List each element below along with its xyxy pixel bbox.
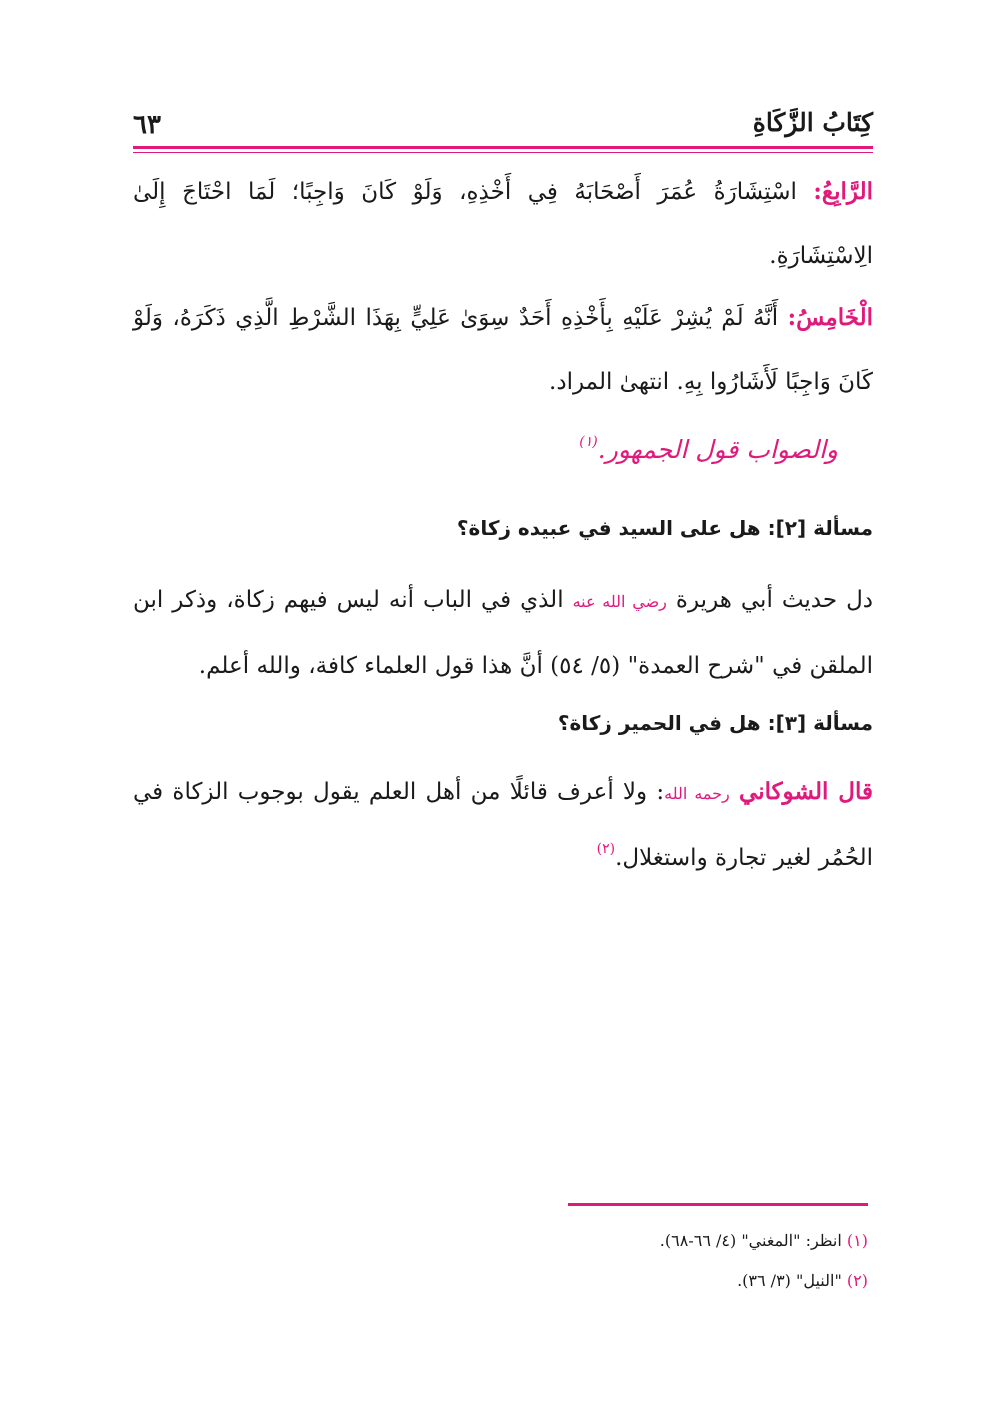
header-rule-thin bbox=[133, 152, 873, 153]
answer-paragraph-3 bbox=[133, 760, 873, 890]
paragraph-text: الذي في الباب أنه ليس فيهم زكاة، وذكر ابن الملقن في "شرح العمدة" (٥/ ٥٤) أنَّ هذا قول العلماء كافة، والله أعلم. bbox=[133, 587, 873, 679]
paragraph-label: الْخَامِسُ: bbox=[787, 304, 873, 331]
footnote-number: (١) bbox=[846, 1231, 868, 1250]
paragraph-label: الرَّابِعُ: bbox=[813, 178, 873, 205]
page-number: ٦٣ bbox=[133, 110, 161, 140]
question-heading-2: مسألة [٢]: هل على السيد في عبيده زكاة؟ bbox=[456, 516, 873, 540]
paragraph-text: اسْتِشَارَةُ عُمَرَ أَصْحَابَهُ فِي أَخْذِهِ، وَلَوْ كَانَ وَاجِبًا؛ لَمَا احْتَاجَ إِلَىٰ الِاسْتِشَارَةِ. bbox=[133, 179, 873, 269]
footnote-text: انظر: "المغني" (٤/ ٦٦-٦٨). bbox=[659, 1231, 842, 1250]
paragraph-text: : ولا أعرف قائلًا من أهل العلم يقول بوجوب الزكاة في الحُمُر لغير تجارة واستغلال. bbox=[133, 779, 873, 871]
honorific-glyph: رضي الله عنه bbox=[572, 592, 667, 611]
paragraph-fifth bbox=[133, 286, 873, 414]
footnote-separator bbox=[568, 1203, 868, 1206]
book-title: كِتَابُ الزَّكَاةِ bbox=[752, 108, 873, 137]
footnote-text: "النيل" (٣/ ٣٦). bbox=[737, 1271, 842, 1290]
conclusion-text: والصواب قول الجمهور. bbox=[597, 435, 838, 464]
footnote-2 bbox=[133, 1268, 868, 1294]
conclusion-line bbox=[133, 428, 838, 472]
question-heading-3: مسألة [٣]: هل في الحمير زكاة؟ bbox=[557, 711, 873, 735]
footnote-number: (٢) bbox=[846, 1271, 868, 1290]
paragraph-text: أَنَّهُ لَمْ يُشِرْ عَلَيْهِ بِأَخْذِهِ أَحَدٌ سِوَىٰ عَلِيٍّ بِهَذَا الشَّرْطِ الَّذِي ذَكَرَهُ، وَلَوْ كَانَ وَاجِبًا لَأَشَارُوا بِهِ. انتهىٰ المراد. bbox=[133, 305, 873, 395]
footnote-ref: (١) bbox=[579, 434, 598, 450]
paragraph-text: دل حديث أبي هريرة bbox=[675, 587, 874, 613]
footnote-ref: (٢) bbox=[596, 841, 616, 857]
header-rule-thick bbox=[133, 146, 873, 149]
running-header bbox=[133, 108, 873, 144]
honorific-glyph: رحمه الله bbox=[664, 784, 730, 803]
quoted-scholar: قال الشوكاني bbox=[739, 778, 873, 805]
footnote-1 bbox=[133, 1228, 868, 1254]
answer-paragraph-2 bbox=[133, 568, 873, 698]
paragraph-fourth bbox=[133, 160, 873, 288]
